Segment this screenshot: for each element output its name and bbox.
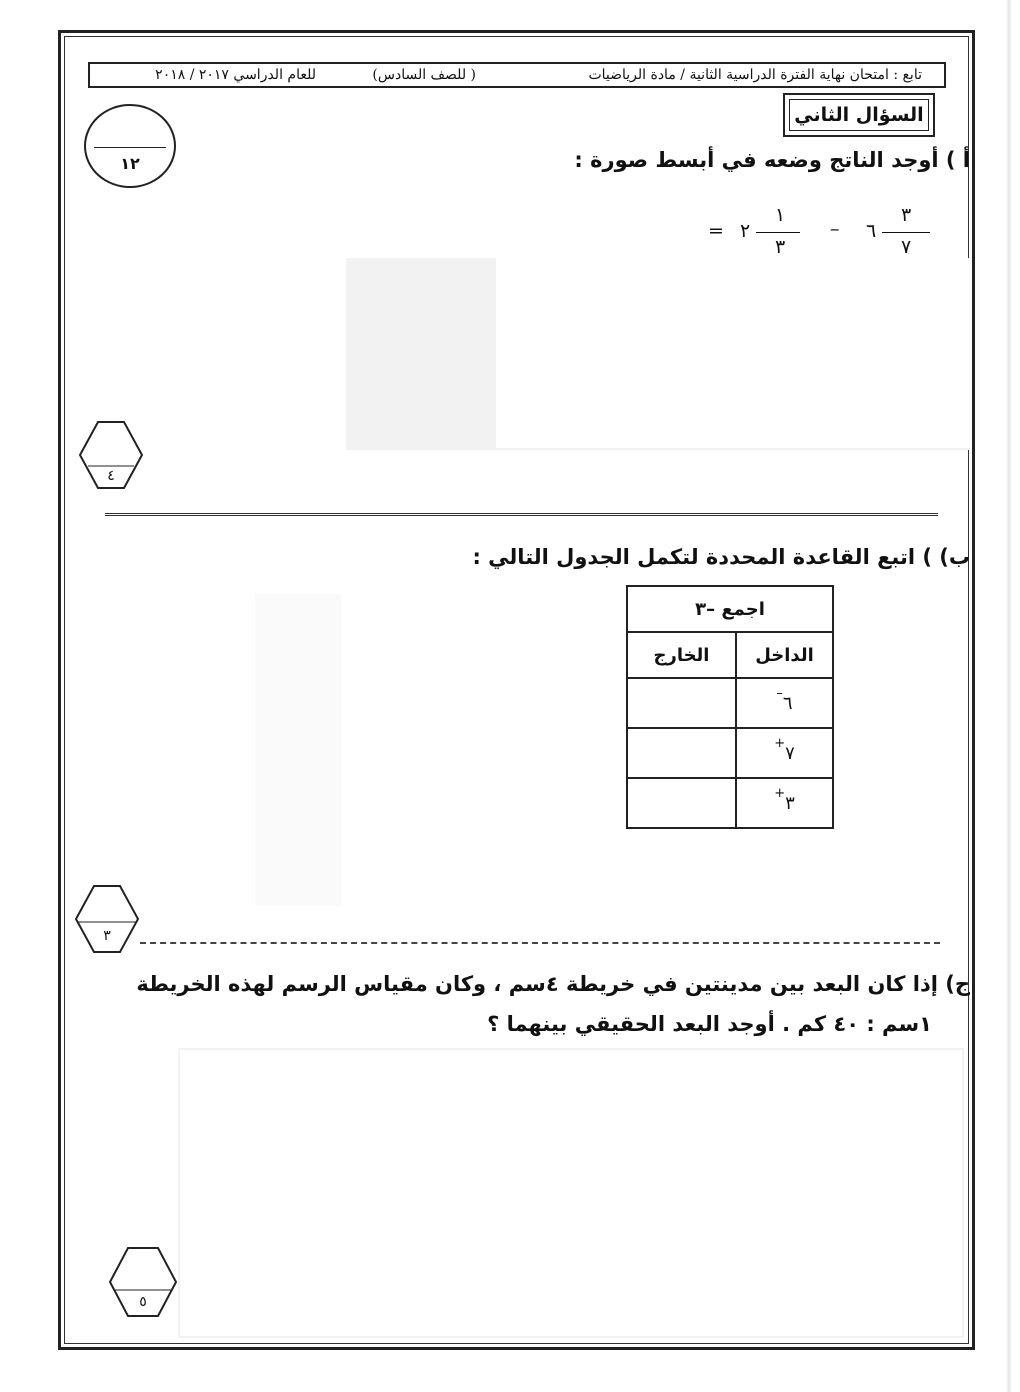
output-blank[interactable]: [648, 681, 714, 721]
whole-number-1: ٦: [866, 220, 877, 242]
fraction-bar-2: [756, 232, 800, 233]
output-blank[interactable]: [648, 781, 714, 821]
equals-sign: =: [708, 220, 724, 242]
exam-title: تابع : امتحان نهاية الفترة الدراسية الثانية / مادة الرياضيات: [588, 67, 922, 83]
output-cell[interactable]: [627, 728, 736, 778]
section-divider-1: [105, 513, 938, 516]
year-label: للعام الدراسي ٢٠١٧ / ٢٠١٨: [155, 67, 316, 83]
part-a-label: أ ) أوجد الناتج وضعه في أبسط صورة :: [574, 148, 970, 172]
answer-area-a-left: [180, 212, 346, 502]
minus-operator: –: [830, 218, 840, 240]
part-c-line-2: ١سم : ٤٠ كم . أوجد البعد الحقيقي بينهما ؟: [487, 1012, 932, 1036]
part-a-score-box: [78, 420, 144, 490]
numerator-1: ٣: [901, 204, 912, 226]
scan-edge: [1006, 0, 1012, 1392]
part-c-score: ٥: [139, 1294, 147, 1310]
part-b-score-box: [74, 884, 140, 954]
total-score: ١٢: [120, 154, 140, 173]
rule-table: [626, 585, 834, 829]
total-score-circle: [84, 104, 176, 188]
part-b-score: ٣: [103, 928, 111, 944]
part-a-score: ٤: [107, 468, 115, 484]
output-cell[interactable]: [627, 678, 736, 728]
denominator-1: ٧: [901, 236, 912, 258]
answer-area-c: [180, 1050, 962, 1336]
score-divider: [94, 147, 166, 148]
part-b-label: ب) ) اتبع القاعدة المحددة لتكمل الجدول التالي :: [472, 545, 970, 569]
column-header-out: الخارج: [627, 632, 736, 678]
output-cell[interactable]: [627, 778, 736, 828]
question-title: السؤال الثاني: [783, 93, 935, 137]
numerator-2: ١: [775, 204, 786, 226]
whole-number-2: ٢: [740, 220, 751, 242]
output-blank[interactable]: [648, 731, 714, 771]
denominator-2: ٣: [775, 236, 786, 258]
input-cell: ٧+: [736, 728, 833, 778]
part-c-score-box: [108, 1246, 178, 1316]
column-header-in: الداخل: [736, 632, 833, 678]
exam-header: [88, 62, 946, 88]
fraction-expression: [700, 202, 940, 262]
input-cell: ٦–: [736, 678, 833, 728]
rule-cell: اجمع –٣: [627, 586, 833, 632]
input-cell: ٣+: [736, 778, 833, 828]
grade-label: ( للصف السادس): [372, 67, 476, 83]
fraction-bar-1: [882, 232, 930, 233]
part-c-line-1: ج) إذا كان البعد بين مدينتين في خريطة ٤سم ، وكان مقياس الرسم لهذه الخريطة: [136, 972, 970, 996]
answer-area-a-right: [496, 258, 970, 448]
answer-area-b-left: [255, 594, 341, 906]
section-divider-2: [140, 942, 940, 944]
